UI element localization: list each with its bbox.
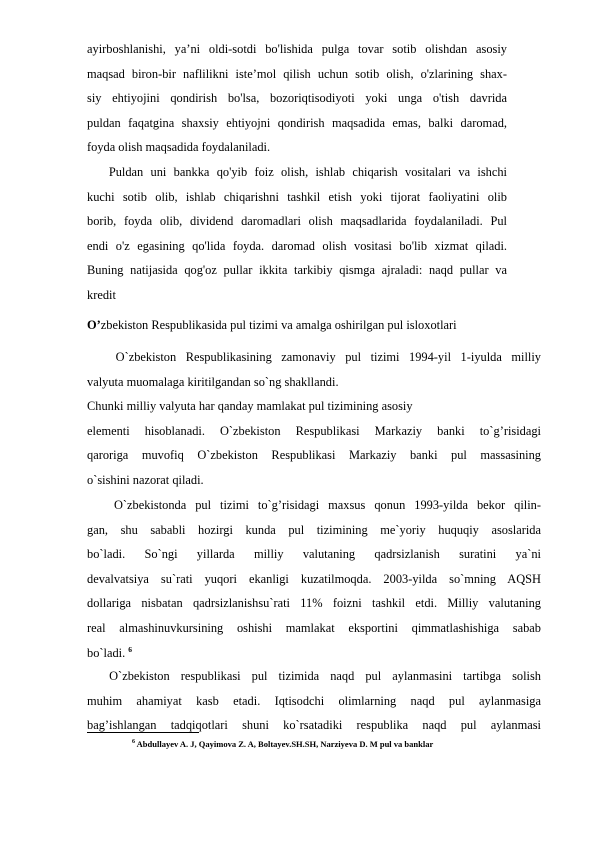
footnote-number: 6	[132, 739, 135, 746]
last-line-text: bo`ladi.	[87, 645, 129, 660]
text-line: siy ehtiyojini qondirish bo'lsa, bozoriqtisodiyoti yoki unga o'tish davrida	[87, 91, 507, 106]
text-line: dollariga nisbatan qadrsizlanishsu`rati 11% foizni tashkil etdi. Milliy valutaning	[87, 596, 541, 611]
text-line: bag’ishlangan tadqiqotlari shuni ko`rsatadiki respublika naqd pul aylanmasi	[87, 718, 541, 733]
text-line	[87, 641, 541, 666]
text-line: bo`ladi. So`ngi yillarda milliy valutaning qadrsizlanish suratini ya`ni	[87, 547, 541, 562]
text-line: borib, foyda olib, dividend daromadlari olish maqsadlarida foydalaniladi. Pul	[87, 214, 507, 229]
text-line: Puldan uni bankka qo'yib foiz olish, ishlab chiqarish vositalari va ishchi	[87, 165, 507, 179]
text-line: qaroriga muvofiq O`zbekiston Respublikasi Markaziy banki pul massasining	[87, 448, 541, 463]
footnote-reference[interactable]: 6	[128, 644, 133, 654]
text-line: puldan faqatgina shaxsiy ehtiyojni qondirish maqsadida emas, balki daromad,	[87, 115, 507, 130]
text-line: O`zbekiston respublikasi pul tizimida naqd pul aylanmasini tartibga solish	[87, 669, 541, 683]
footnote-text: Abdullayev A. J, Qayimova Z. A, Boltayev.SH.SH, Narziyeva D. M pul va banklar	[135, 739, 434, 749]
text-line: kredit	[87, 287, 116, 302]
text-line: O`zbekistonda pul tizimi to`g’risidagi maxsus qonun 1993-yilda bekor qilin-	[87, 498, 541, 512]
footnote-divider	[87, 732, 199, 733]
text-line: muhim ahamiyat kasb etadi. Iqtisodchi olimlarning naqd pul aylanmasiga	[87, 693, 541, 708]
text-line: gan, shu sababli hozirgi kunda pul tizimining me`yoriy huquqiy asoslarida	[87, 522, 541, 537]
paragraph-3	[87, 345, 541, 493]
text-line: ayirboshlanishi, ya’ni oldi-sotdi bo'lishida pulga tovar sotib olishdan asosiy	[87, 42, 507, 56]
text-line: o`sishini nazorat qiladi.	[87, 472, 204, 487]
footnote	[132, 739, 433, 750]
section-heading	[87, 313, 541, 338]
text-line: endi o'z egasining qo'lida foyda. daromad olish vositasi bo'lib xizmat qiladi.	[87, 238, 507, 253]
text-line: Chunki milliy valyuta har qanday mamlakat pul tizimining asosiy	[87, 399, 413, 414]
text-line: kuchi sotib olib, ishlab chiqarishni tashkil etish yoki tijorat faoliyatini olib	[87, 189, 507, 204]
text-line: valyuta muomalaga kiritilgandan so`ng shakllandi.	[87, 374, 339, 389]
text-line: elementi hisoblanadi. O`zbekiston Respublikasi Markaziy banki to`g’risidagi	[87, 423, 541, 438]
text-line: devalvatsiya su`rati yuqori ekanligi kuzatilmoqda. 2003-yilda so`mning AQSH	[87, 571, 541, 586]
text-line: real almashinuvkursining oshishi mamlakat eksportini qimmatlashishiga sabab	[87, 620, 541, 635]
paragraph-4	[87, 493, 541, 665]
text-line: Buning natijasida qog'oz pullar ikkita tarkibiy qismga ajraladi: naqd pullar va	[87, 263, 507, 278]
paragraph-1	[87, 37, 507, 160]
paragraph-2	[87, 160, 507, 308]
heading-text: zbekiston Respublikasida pul tizimi va amalga oshirilgan pul isloxotlari	[100, 318, 457, 332]
paragraph-5	[87, 664, 541, 738]
text-line: foyda olish maqsadida foydalaniladi.	[87, 140, 271, 155]
heading-bold-prefix: O’	[87, 318, 101, 332]
text-line: maqsad biron-bir naflilikni iste’mol qilish uchun sotib olish, o'zlarining shax-	[87, 66, 507, 81]
text-line: O`zbekiston Respublikasining zamonaviy pul tizimi 1994-yil 1-iyulda milliy	[87, 350, 541, 364]
